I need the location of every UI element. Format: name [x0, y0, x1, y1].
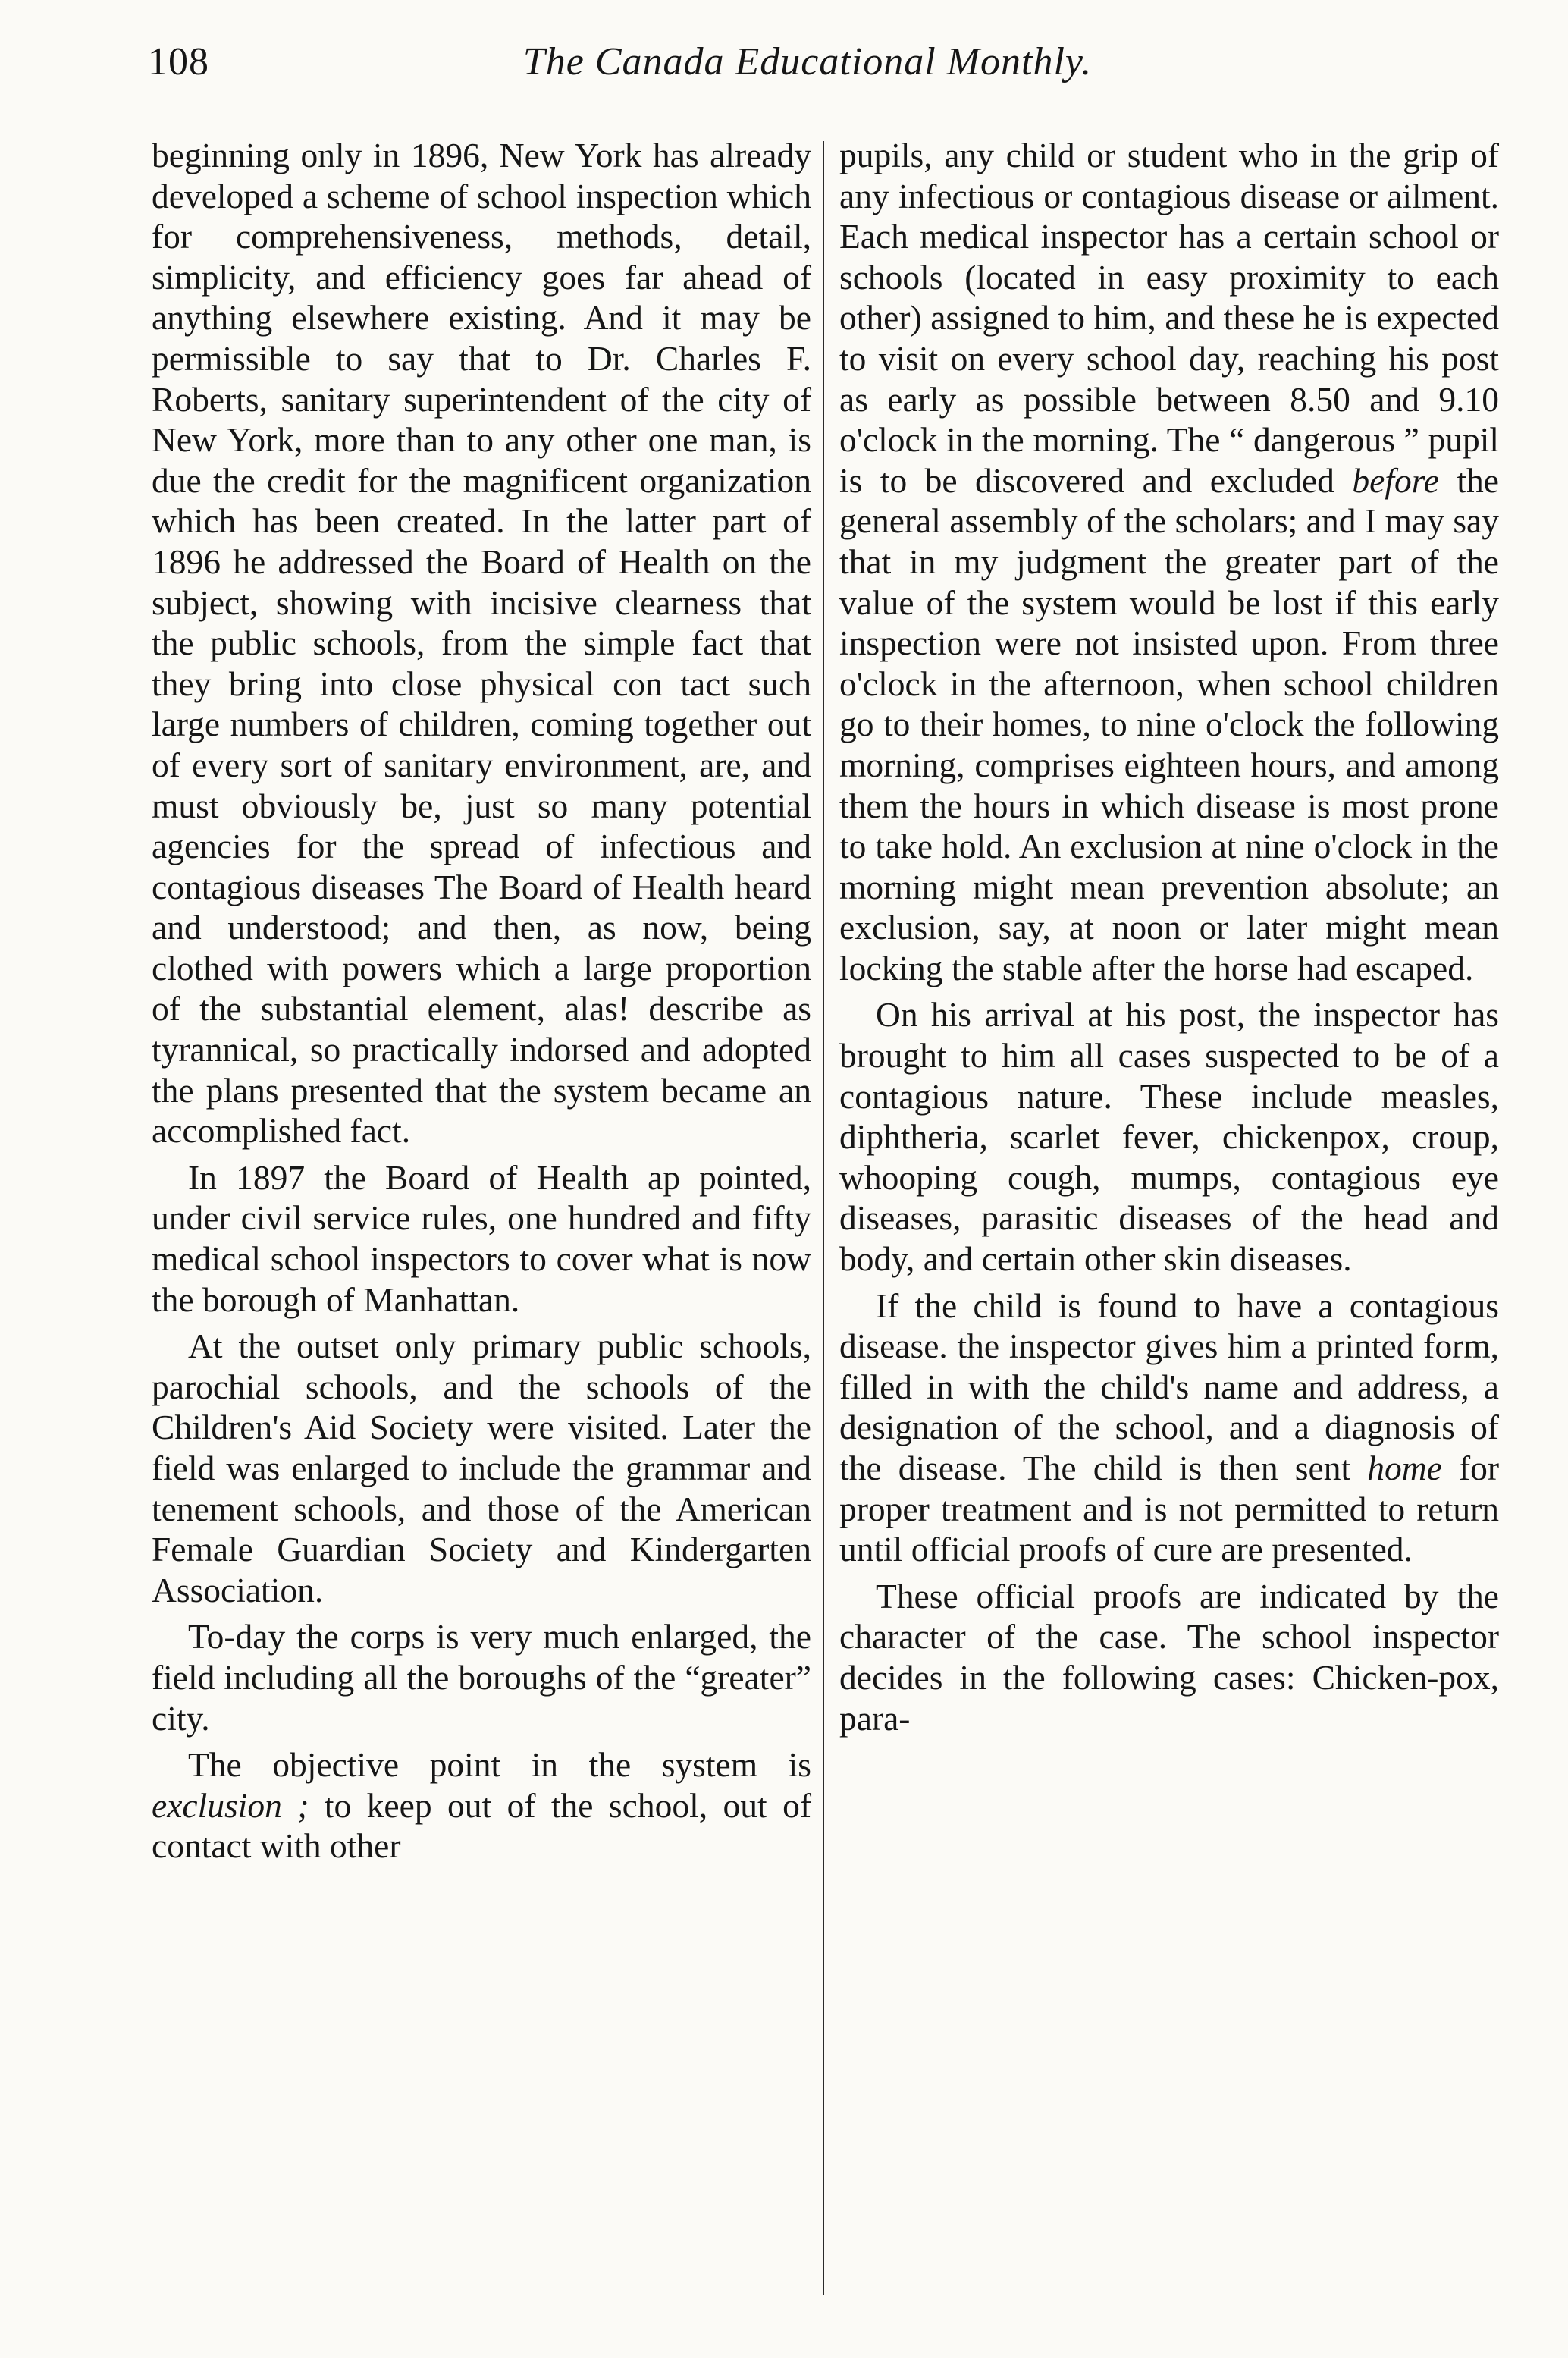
paragraph-text: If the child is found to have a contagious disease. the inspector gives him a printed form, filled in with the child's name and address, a designation of the school, and a diagnosis of the disease. The child is then sent: [839, 1286, 1499, 1487]
paragraph: These official proofs are indicated by the character of the case. The school inspector decides in the following cases: Chicken-pox, para-: [839, 1576, 1499, 1738]
paragraph-text: The objective point in the system is: [188, 1745, 811, 1785]
paragraph-text: pupils, any child or student who in the grip of any infectious or contagious disease or ailment. Each medical inspector has a certain school or schools (located in easy proximity to each other) assigned to him, and these he is expected to visit on every school day, reaching his post as early as possible between 8.50 and 9.10 o'clock in the morning. The “ dangerous ” pupil is to be discovered and excluded: [839, 136, 1499, 500]
page-header: [148, 39, 1467, 93]
paragraph: [839, 135, 1499, 988]
paragraph: To-day the corps is very much enlarged, the field including all the boroughs of the “greater” city.: [152, 1617, 811, 1738]
paragraph: On his arrival at his post, the inspector has brought to him all cases suspected to be of a contagious nature. These include measles, diphtheria, scarlet fever, chickenpox, croup, whooping cough, mumps, contagious eye diseases, parasitic diseases of the head and body, and certain other skin diseases.: [839, 995, 1499, 1279]
page-number: 108: [148, 40, 209, 83]
paragraph: In 1897 the Board of Health ap pointed, under civil service rules, one hundred and fifty medical school inspectors to cover what is now the borough of Manhattan.: [152, 1157, 811, 1319]
running-title: The Canada Educational Monthly.: [522, 40, 1093, 83]
paragraph: beginning only in 1896, New York has already developed a scheme of school inspection which for comprehensiveness, methods, detail, simplicity, and efficiency goes far ahead of anything elsewhere existing. And it may be permissible to say that to Dr. Charles F. Roberts, sanitary superintendent of the city of New York, more than to any other one man, is due the credit for the magnificent organization which has been created. In the latter part of 1896 he addressed the Board of Health on the subject, showing with incisive clearness that the public schools, from the simple fact that they bring into close physical con tact such large numbers of children, coming together out of every sort of sanitary environment, are, and must obviously be, just so many potential agencies for the spread of infectious and contagious diseases The Board of Health heard and understood; and then, as now, being clothed with powers which a large proportion of the substantial element, alas! describe as tyrannical, so practically indorsed and adopted the plans presented that the system became an accomplished fact.: [152, 136, 811, 1151]
paragraph: [152, 1744, 811, 1867]
right-column: [839, 135, 1499, 1744]
paragraph: At the outset only primary public schools, parochial schools, and the schools of the Children's Aid Society were visited. Later the field was enlarged to include the grammar and tenement schools, and those of the American Female Guardian Society and Kindergarten Association.: [152, 1327, 811, 1609]
left-column: [152, 135, 811, 1873]
paragraph-text: to keep out of the school, out of contact with other: [152, 1785, 812, 1866]
emphasized-text: before: [1352, 460, 1439, 500]
emphasized-text: home: [1367, 1449, 1442, 1487]
paragraph-text: the general assembly of the scholars; and I may say that in my judgment the greater part of the value of the system would be lost if this early inspection were not insisted upon. From three o'clock in the afternoon, when school children go to their homes, to nine o'clock the following morning, comprises eighteen hours, and among them the hours in which disease is most prone to take hold. An exclusion at nine o'clock in the morning might mean prevention absolute; an exclusion, say, at noon or later might mean locking the stable after the horse had escaped.: [839, 460, 1499, 987]
paragraph: [839, 1286, 1499, 1570]
paragraph-text: for proper treatment and is not permitted to return until official proofs of cure are presented.: [839, 1449, 1499, 1569]
column-divider: [823, 141, 824, 2295]
emphasized-text: exclusion ;: [152, 1785, 309, 1825]
